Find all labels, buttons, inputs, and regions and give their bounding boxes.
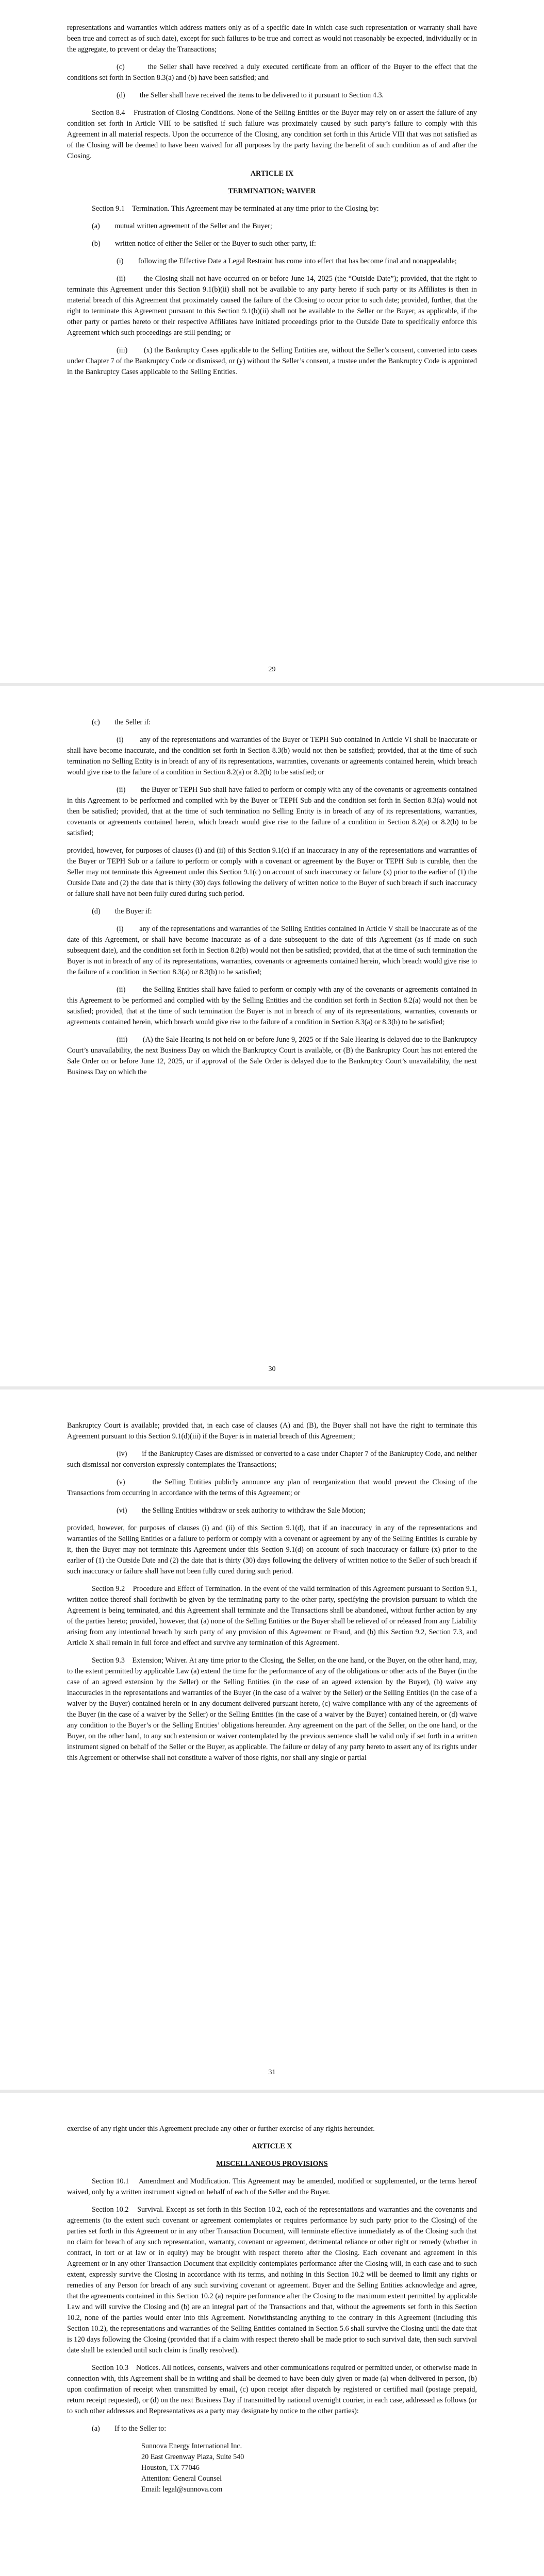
paragraph-b-i: (i) following the Effective Date a Legal Restraint has come into effect that has become final and nonappealable; (117, 257, 457, 265)
paragraph-item-a: (a) mutual written agreement of the Seller and the Buyer; (92, 222, 272, 230)
section-heading: Section 9.1 Termination. (92, 205, 170, 213)
article-number: ARTICLE X (252, 2142, 292, 2150)
section-heading: Section 10.1 Amendment and Modification. (92, 2177, 230, 2185)
section-10-2 (67, 2205, 477, 2356)
page-number: 29 (268, 666, 276, 673)
address-line: Attention: General Counsel (141, 2475, 222, 2483)
paragraph: exercise of any right under this Agreement preclude any other or further exercise of any rights hereunder. (67, 2125, 375, 2133)
section-9-1 (67, 204, 477, 214)
section-text: This Agreement may be terminated at any time prior to the Closing by: (169, 205, 379, 213)
page-31-body (67, 1420, 477, 1770)
paragraph-proviso: provided, however, for purposes of clauses (i) and (ii) of this Section 9.1(d), that if an inaccuracy in any of the representations and warranties of the Selling Entities or a failure to perform or comply with a covenant or agreement by any of the Selling Entities is curable by it, then the Buyer may not terminate this Agreement under this Section 9.1(d) on account of such inaccuracy or failure (x) prior to the earlier of (1) the Outside Date and (2) the date that is thirty (30) days following the delivery of written notice to the Seller of such breach if such inaccuracy or failure shall have not been fully cured during such period. (67, 1524, 477, 1575)
page-29 (0, 0, 544, 686)
address-line: Houston, TX 77046 (141, 2464, 200, 2472)
article-title: MISCELLANEOUS PROVISIONS (216, 2160, 328, 2168)
paragraph-c-ii: (ii) the Buyer or TEPH Sub shall have failed to perform or comply with any of the covenants or agreements contained in this Agreement to be performed and complied with by the Buyer or TEPH Sub and the condition set forth in Section 8.3(a) would not then be satisfied; provided, that at the time of such termination no Selling Entity is in breach of any of its representations, warranties, covenants or agreements contained herein, which breach would give rise to the failure of a condition in Section 8.2(a) or 8.2(b) to be satisfied; (67, 786, 477, 837)
page-30-body (67, 717, 477, 1084)
section-8-4 (67, 108, 477, 162)
seller-address (67, 2441, 477, 2495)
paragraph-item-c: (c) the Seller if: (92, 718, 151, 726)
paragraph-item-d: (d) the Seller shall have received the items to be delivered to it pursuant to Section 4.3. (117, 91, 384, 99)
paragraph-d-v: (v) the Selling Entities publicly announce any plan of reorganization that would prevent the Closing of the Transactions from occurring in accordance with the terms of this Agreement; or (67, 1478, 477, 1497)
article-number: ARTICLE IX (250, 170, 294, 178)
address-line: 20 East Greenway Plaza, Suite 540 (141, 2453, 244, 2461)
paragraph-item-c: (c) the Seller shall have received a duly executed certificate from an officer of the Buyer to the effect that the conditions set forth in Section 8.3(a) and (b) have been satisfied; and (67, 63, 477, 82)
page-30 (0, 686, 544, 1389)
section-9-3 (67, 1655, 477, 1764)
paragraph-d-vi: (vi) the Selling Entities withdraw or seek authority to withdraw the Sale Motion; (117, 1506, 366, 1515)
paragraph-d-iii: (iii) (A) the Sale Hearing is not held on or before June 9, 2025 or if the Sale Hearing is delayed due to the Bankruptcy Court’s unavailability, the next Business Day on which the Bankruptcy Court is available, or (B) the Bankruptcy Court has not entered the Sale Order on or before June 12, 2025, or if approval of the Sale Order is delayed due to the Bankruptcy Court’s unavailability, the next Business Day on which the (67, 1036, 477, 1076)
paragraph: Bankruptcy Court is available; provided that, in each case of clauses (A) and (B), the Buyer shall not have the right to terminate this Agreement pursuant to this Section 9.1(d)(iii) if the Buyer is in material breach of this Agreement; (67, 1421, 477, 1440)
section-heading: Section 10.2 Survival. (92, 2206, 164, 2214)
page-29-body (67, 23, 477, 384)
section-text: In the event of the valid termination of this Agreement pursuant to Section 9.1, written notice thereof shall forthwith be given by the terminating party to the other party, specifying the provision pursuant to which the Agreement is being terminated, and this Agreement shall terminate and the Transactions shall be abandoned, without further action by any of the parties hereto; provided, however, that (a) none of the Selling Entities or the Buyer shall be relieved of or released from any Liability arising from any intentional breach by such party of any provision of this Agreement or Fraud, and (b) this Section 9.2, Section 7.3, and Article X shall remain in full force and effect and survive any termination of this Agreement. (67, 1585, 477, 1647)
paragraph: representations and warranties which address matters only as of a specific date in which case such representation or warranty shall have been true and correct as of such date), except for such failures to be true and correct as would not reasonably be expected, individually or in the aggregate, to prevent or delay the Transactions; (67, 24, 477, 54)
section-text: None of the Selling Entities or the Buyer may rely on or assert the failure of any condition set forth in Article VIII to be satisfied if such failure was proximately caused by such party’s failure to comply with this Agreement in all material respects. Upon the occurrence of the Closing, any condition set forth in this Article VIII that was not satisfied as of the Closing will be deemed to have been waived for all purposes by the party having the benefit of such condition as of and after the Closing. (67, 109, 477, 160)
page-number: 30 (268, 1365, 276, 1373)
section-heading: Section 9.2 Procedure and Effect of Termination. (92, 1585, 242, 1593)
section-10-1 (67, 2176, 477, 2198)
article-title: TERMINATION; WAIVER (228, 187, 316, 195)
paragraph-item-a: (a) If to the Seller to: (92, 2425, 167, 2433)
page-32 (0, 2093, 544, 2576)
paragraph-b-ii: (ii) the Closing shall not have occurred on or before June 14, 2025 (the “Outside Date”); provided, that the right to terminate this Agreement under this Section 9.1(b)(ii) shall not be available to any party hereto if such party or its Affiliates is then in material breach of this Agreement that proximately caused the failure of the Closing to occur prior to such date; provided, further, that the right to terminate this Agreement pursuant to this Section 9.1(b)(ii) shall not be available to the Seller or the Buyer, as applicable, if the other party or parties hereto or their respective Affiliates have initiated proceedings prior to the Outside Date to specifically enforce this Agreement which such proceedings are still pending; or (67, 275, 477, 337)
section-10-3 (67, 2363, 477, 2417)
section-text: All notices, consents, waivers and other communications required or permitted under, or otherwise made in connection with, this Agreement shall be in writing and shall be deemed to have been duly given or made (a) when delivered in person, (b) upon confirmation of receipt when transmitted by email, (c) upon receipt after dispatch by registered or certified mail (postage prepaid, return receipt requested), or (d) on the next Business Day if transmitted by national overnight courier, in each case, addressed as follows (or to such other addresses and Representatives as a party may designate by notice to the other parties): (67, 2364, 477, 2415)
paragraph-d-ii: (ii) the Selling Entities shall have failed to perform or comply with any of the covenants or agreements contained in this Agreement to be performed and complied with by the Selling Entities and the condition set forth in Section 8.2(a) would not then be satisfied; provided, that at the time of such termination the Buyer is not in breach of any of its representations, warranties, covenants or agreements contained herein, which breach would give rise to the failure of a condition in Section 8.3(a) or 8.3(b) to be satisfied; (67, 986, 477, 1026)
paragraph-c-i: (i) any of the representations and warranties of the Buyer or TEPH Sub contained in Article VI shall be inaccurate or shall have become inaccurate, and the condition set forth in Section 8.3(b) would not then be satisfied; provided, that at the time of such termination no Selling Entity is in breach of any of its representations, warranties, covenants or agreements contained herein, which breach would give rise to the failure of a condition in Section 8.2(a) or 8.2(b) to be satisfied; or (67, 736, 477, 776)
section-heading: Section 8.4 Frustration of Closing Conditions. (92, 109, 235, 117)
paragraph-item-b: (b) written notice of either the Seller or the Buyer to such other party, if: (92, 240, 316, 248)
address-line: Sunnova Energy International Inc. (141, 2442, 242, 2450)
section-heading: Section 10.3 Notices. (92, 2364, 160, 2372)
page-31 (0, 1389, 544, 2093)
paragraph-b-iii: (iii) (x) the Bankruptcy Cases applicable to the Selling Entities are, without the Seller’s consent, converted into cases under Chapter 7 of the Bankruptcy Code or dismissed, or (y) without the Seller’s consent, a trustee under the Bankruptcy Code is appointed in the Bankruptcy Cases applicable to the Selling Entities. (67, 346, 477, 376)
section-text: Except as set forth in this Section 10.2, each of the representations and warranties and the covenants and agreements (to the extent such covenant or agreement contemplates or requires performance by such party prior to the Closing) of the parties set forth in this Agreement or in any other Transaction Document, will terminate effective immediately as of the Closing such that no claim for breach of any such representation, warranty, covenant or agreement, detrimental reliance or other right or remedy (whether in contract, in tort or at law or in equity) may be brought with respect thereto after the Closing. Each covenant and agreement in this Agreement or in any other Transaction Document that explicitly contemplates performance after the Closing will, in each case and to such extent, expressly survive the Closing in accordance with its terms, and nothing in this Section 10.2 will be deemed to limit any rights or remedies of any Person for breach of any such surviving covenant or agreement. Buyer and the Selling Entities acknowledge and agree, that the agreements contained in this Section 10.2 (a) require performance after the Closing to the maximum extent permitted by applicable Law and will survive the Closing and (b) are an integral part of the Transactions and that, without the agreements set forth in this Section 10.2, none of the parties would enter into this Agreement. Notwithstanding anything to the contrary in this Agreement (including this Section 10.2), the representations and warranties of the Selling Entities contained in Section 5.6 shall survive the Closing until the date that is 120 days following the Closing (provided that if a claim with respect thereto shall be made prior to such survival date, then such survival date shall be extended until such claim is finally resolved). (67, 2206, 477, 2354)
paragraph-d-iv: (iv) if the Bankruptcy Cases are dismissed or converted to a case under Chapter 7 of the Bankruptcy Code, and neither such dismissal nor conversion expressly contemplates the Transactions; (67, 1450, 477, 1469)
page-number: 31 (268, 2069, 276, 2076)
section-text: At any time prior to the Closing, the Seller, on the one hand, or the Buyer, on the other hand, may, to the extent permitted by applicable Law (a) extend the time for the performance of any of the obligations or other acts of the Buyer (in the case of an agreed extension by the Seller) or the Selling Entities (in the case of an agreed extension by the Buyer), (b) waive any inaccuracies in the representations and warranties of the Buyer (in the case of a waiver by the Seller) or the Selling Entities (in the case of a waiver by the Buyer) contained herein or in any document delivered pursuant hereto, (c) waive compliance with any of the agreements of the Buyer (in the case of a waiver by the Seller) or the Selling Entities (in the case of a waiver by the Buyer) contained herein, or (d) waive any condition to the Buyer’s or the Selling Entities’ obligations hereunder. Any agreement on the part of the Seller, on the one hand, or the Buyer, on the other hand, to any such extension or waiver contemplated by the previous sentence shall be valid only if set forth in a written instrument signed on behalf of the Seller or the Buyer, as applicable. The failure or delay of any party hereto to assert any of its rights under this Agreement or otherwise shall not constitute a waiver of those rights, nor shall any single or partial (67, 1656, 477, 1762)
paragraph-proviso: provided, however, for purposes of clauses (i) and (ii) of this Section 9.1(c) if an inaccuracy in any of the representations and warranties of the Buyer or TEPH Sub or a failure to perform or comply with a covenant or agreement by the Buyer or TEPH Sub is curable, then the Seller may not terminate this Agreement under this Section 9.1(c) on account of such inaccuracy or failure (x) prior to the earlier of (1) the Outside Date and (2) the date that is thirty (30) days following the delivery of written notice to the Buyer of such breach if such inaccuracy or failure shall have not been fully cured during such period. (67, 846, 477, 898)
page-32-body (67, 2124, 477, 2502)
section-9-2 (67, 1584, 477, 1649)
section-text: This Agreement may be amended, modified or supplemented, or the terms hereof waived, only by a written instrument signed on behalf of each of the Seller and the Buyer. (67, 2177, 477, 2196)
address-line: Email: legal@sunnova.com (141, 2485, 223, 2494)
paragraph-d-i: (i) any of the representations and warranties of the Selling Entities contained in Article V shall be inaccurate as of the date of this Agreement, or shall have become inaccurate as of a date subsequent to the date of this Agreement (as if made on such subsequent date), and the condition set forth in Section 8.2(b) would not then be satisfied; provided, that at the time of such termination the Buyer is not in breach of any of its representations, warranties, covenants or agreements contained herein, which breach would give rise to the failure of a condition in Section 8.3(a) or 8.3(b) to be satisfied; (67, 925, 477, 976)
section-heading: Section 9.3 Extension; Waiver. (92, 1656, 188, 1665)
paragraph-item-d: (d) the Buyer if: (92, 907, 152, 916)
